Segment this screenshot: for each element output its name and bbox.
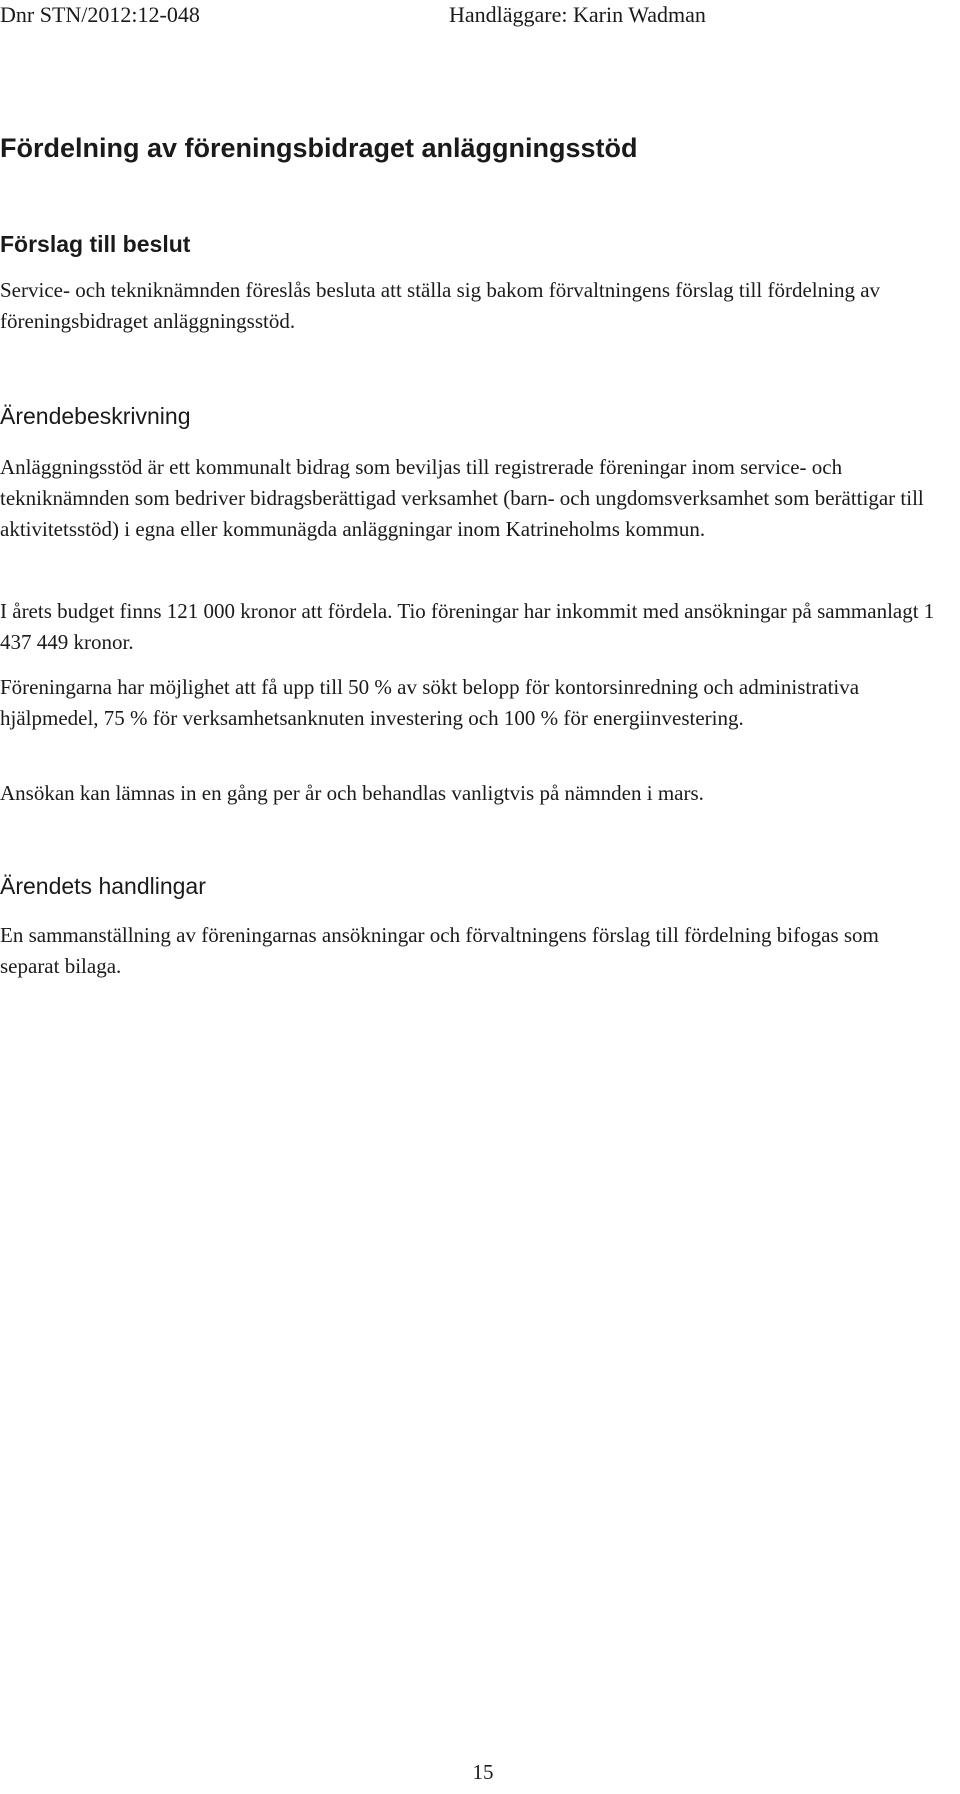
case-officer: Handläggare: Karin Wadman <box>449 2 706 27</box>
page-number <box>0 1759 960 1785</box>
heading-case-documents: Ärendets handlingar <box>0 873 206 899</box>
case-paragraph-3: Föreningarna har möjlighet att få upp till 50 % av sökt belopp för kontorsinredning och administrativa hjälpmedel, 75 % för verksamhetsanknuten investering och 100 % för energiinvestering. <box>0 675 860 730</box>
case-paragraph-2: I årets budget finns 121 000 kronor att fördela. Tio föreningar har inkommit med ansökningar på sammanlagt 1 437 449 kronor. <box>0 599 935 654</box>
heading-proposal: Förslag till beslut <box>0 231 191 257</box>
page-number-text: 15 <box>472 1760 494 1784</box>
page-header <box>0 2 960 32</box>
document-title: Fördelning av föreningsbidraget anläggningsstöd <box>0 133 638 163</box>
case-number: Dnr STN/2012:12-048 <box>0 2 200 27</box>
proposal-text: Service- och tekniknämnden föreslås besluta att ställa sig bakom förvaltningens förslag till fördelning av föreningsbidraget anläggningsstöd. <box>0 278 881 333</box>
case-paragraph-1: Anläggningsstöd är ett kommunalt bidrag som beviljas till registrerade föreningar inom service- och tekniknämnden som bedriver bidragsberättigad verksamhet (barn- och ungdomsverksamhet som berättigar till aktivitetsstöd) i egna eller kommunägda anläggningar inom Katrineholms kommun. <box>0 455 924 541</box>
case-paragraph-4: Ansökan kan lämnas in en gång per år och behandlas vanligtvis på nämnden i mars. <box>0 781 704 805</box>
heading-case-description: Ärendebeskrivning <box>0 403 191 429</box>
case-documents-text: En sammanställning av föreningarnas ansökningar och förvaltningens förslag till fördelning bifogas som separat bilaga. <box>0 923 879 978</box>
